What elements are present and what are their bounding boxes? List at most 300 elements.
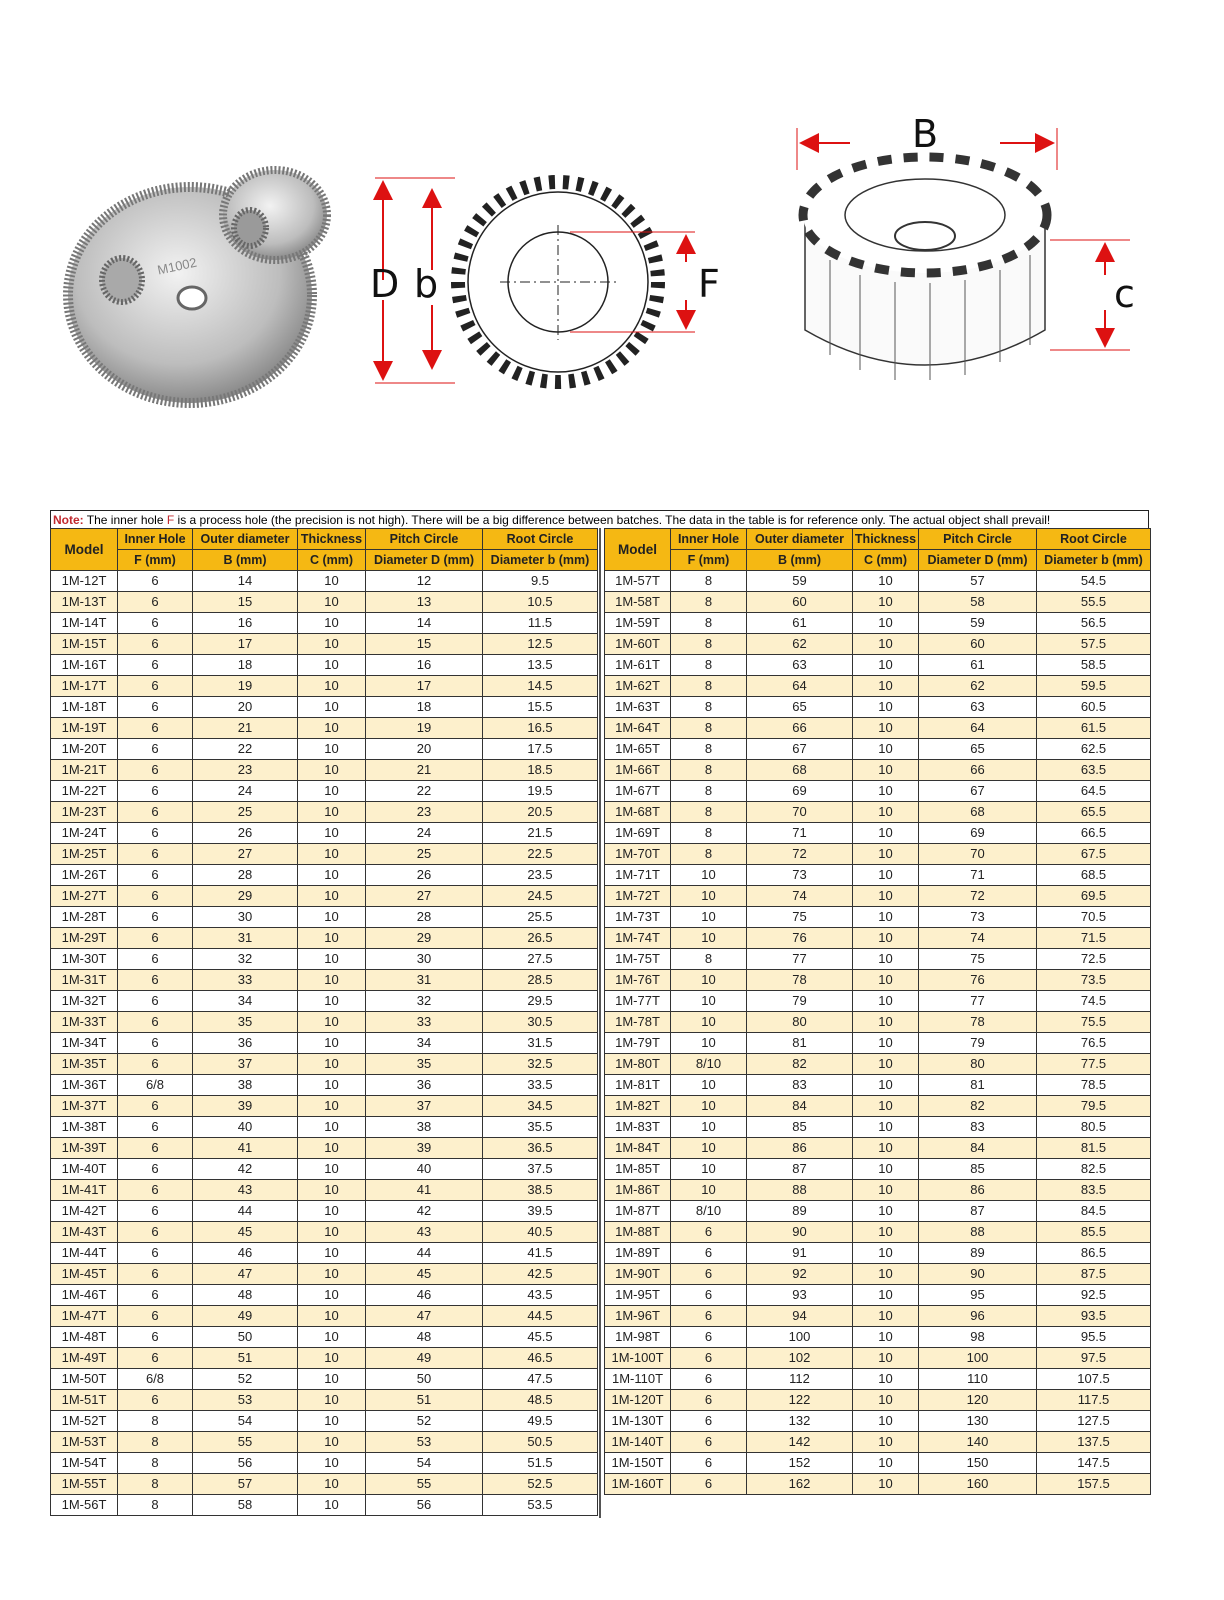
cell-model: 1M-26T (51, 865, 118, 886)
cell-thickness: 10 (853, 1264, 919, 1285)
cell-pitch-circle: 36 (366, 1075, 483, 1096)
table-row (51, 1285, 598, 1306)
cell-inner-hole: 6 (118, 1096, 193, 1117)
cell-model: 1M-72T (605, 886, 671, 907)
cell-outer-diameter: 42 (193, 1159, 298, 1180)
cell-model: 1M-81T (605, 1075, 671, 1096)
cell-thickness: 10 (853, 1369, 919, 1390)
cell-root-circle: 127.5 (1037, 1411, 1151, 1432)
cell-pitch-circle: 67 (919, 781, 1037, 802)
cell-outer-diameter: 18 (193, 655, 298, 676)
cell-root-circle: 45.5 (483, 1327, 598, 1348)
cell-thickness: 10 (298, 718, 366, 739)
cell-thickness: 10 (298, 1138, 366, 1159)
cell-inner-hole: 10 (671, 1138, 747, 1159)
cell-thickness: 10 (298, 1180, 366, 1201)
cell-root-circle: 32.5 (483, 1054, 598, 1075)
cell-thickness: 10 (298, 634, 366, 655)
cell-pitch-circle: 61 (919, 655, 1037, 676)
cell-inner-hole: 8/10 (671, 1054, 747, 1075)
header-thickness: Thickness (298, 529, 366, 550)
cell-model: 1M-66T (605, 760, 671, 781)
cell-outer-diameter: 37 (193, 1054, 298, 1075)
cell-root-circle: 49.5 (483, 1411, 598, 1432)
cell-thickness: 10 (298, 886, 366, 907)
cell-outer-diameter: 83 (747, 1075, 853, 1096)
cell-pitch-circle: 120 (919, 1390, 1037, 1411)
cell-model: 1M-96T (605, 1306, 671, 1327)
table-row (51, 1138, 598, 1159)
cell-thickness: 10 (298, 1096, 366, 1117)
cell-model: 1M-12T (51, 571, 118, 592)
cell-outer-diameter: 82 (747, 1054, 853, 1075)
cell-inner-hole: 6 (118, 949, 193, 970)
table-row (51, 1117, 598, 1138)
label-b-outer: B (912, 112, 939, 156)
cell-outer-diameter: 50 (193, 1327, 298, 1348)
table-row (605, 781, 1151, 802)
cell-inner-hole: 8 (671, 676, 747, 697)
gear-illustrations (0, 0, 1224, 500)
header-pitch: Pitch Circle (919, 529, 1037, 550)
cell-pitch-circle: 83 (919, 1117, 1037, 1138)
cell-model: 1M-25T (51, 844, 118, 865)
header-thickness-unit: C (mm) (853, 550, 919, 571)
cell-root-circle: 137.5 (1037, 1432, 1151, 1453)
table-row (51, 1411, 598, 1432)
cell-root-circle: 52.5 (483, 1474, 598, 1495)
cell-pitch-circle: 79 (919, 1033, 1037, 1054)
cell-root-circle: 60.5 (1037, 697, 1151, 718)
note-text-rest: is a process hole (the precision is not high). There will be a big difference between batches. The data in the table is for reference only. The actual object shall prevail! (174, 513, 1051, 527)
cell-pitch-circle: 98 (919, 1327, 1037, 1348)
table-row (605, 1054, 1151, 1075)
cell-model: 1M-79T (605, 1033, 671, 1054)
cell-root-circle: 58.5 (1037, 655, 1151, 676)
cell-inner-hole: 10 (671, 1033, 747, 1054)
cell-root-circle: 28.5 (483, 970, 598, 991)
cell-outer-diameter: 44 (193, 1201, 298, 1222)
table-row (605, 571, 1151, 592)
cell-thickness: 10 (853, 991, 919, 1012)
note-f: F (166, 513, 175, 527)
table-row (605, 928, 1151, 949)
cell-outer-diameter: 31 (193, 928, 298, 949)
cell-model: 1M-45T (51, 1264, 118, 1285)
cell-root-circle: 13.5 (483, 655, 598, 676)
cell-inner-hole: 10 (671, 970, 747, 991)
cell-root-circle: 29.5 (483, 991, 598, 1012)
cell-thickness: 10 (298, 697, 366, 718)
cell-pitch-circle: 64 (919, 718, 1037, 739)
cell-inner-hole: 6 (118, 592, 193, 613)
cell-outer-diameter: 65 (747, 697, 853, 718)
table-row (605, 1117, 1151, 1138)
cell-pitch-circle: 72 (919, 886, 1037, 907)
cell-inner-hole: 8 (671, 613, 747, 634)
cell-root-circle: 107.5 (1037, 1369, 1151, 1390)
cell-root-circle: 15.5 (483, 697, 598, 718)
cell-model: 1M-80T (605, 1054, 671, 1075)
cell-inner-hole: 8 (671, 592, 747, 613)
cell-pitch-circle: 41 (366, 1180, 483, 1201)
cell-pitch-circle: 34 (366, 1033, 483, 1054)
cell-thickness: 10 (853, 928, 919, 949)
cell-outer-diameter: 35 (193, 1012, 298, 1033)
cell-model: 1M-77T (605, 991, 671, 1012)
cell-thickness: 10 (298, 1222, 366, 1243)
cell-root-circle: 69.5 (1037, 886, 1151, 907)
table-row (605, 823, 1151, 844)
cell-thickness: 10 (298, 970, 366, 991)
table-row (605, 1411, 1151, 1432)
cell-thickness: 10 (298, 1285, 366, 1306)
cell-outer-diameter: 70 (747, 802, 853, 823)
cell-inner-hole: 6 (118, 1222, 193, 1243)
cell-pitch-circle: 110 (919, 1369, 1037, 1390)
cell-outer-diameter: 47 (193, 1264, 298, 1285)
cell-model: 1M-15T (51, 634, 118, 655)
cell-pitch-circle: 30 (366, 949, 483, 970)
cell-pitch-circle: 19 (366, 718, 483, 739)
cell-root-circle: 76.5 (1037, 1033, 1151, 1054)
cell-thickness: 10 (298, 928, 366, 949)
cell-root-circle: 22.5 (483, 844, 598, 865)
cell-inner-hole: 6 (118, 865, 193, 886)
table-row (51, 991, 598, 1012)
cell-model: 1M-39T (51, 1138, 118, 1159)
cell-model: 1M-74T (605, 928, 671, 949)
cell-thickness: 10 (853, 1411, 919, 1432)
cell-thickness: 10 (298, 1201, 366, 1222)
header-row-units (605, 550, 1151, 571)
cell-thickness: 10 (298, 1453, 366, 1474)
cell-inner-hole: 6 (671, 1453, 747, 1474)
table-row (605, 865, 1151, 886)
cell-inner-hole: 6 (118, 760, 193, 781)
cell-thickness: 10 (298, 823, 366, 844)
cell-thickness: 10 (853, 1159, 919, 1180)
cell-outer-diameter: 15 (193, 592, 298, 613)
cell-inner-hole: 6 (671, 1264, 747, 1285)
cell-inner-hole: 6 (671, 1411, 747, 1432)
cell-root-circle: 31.5 (483, 1033, 598, 1054)
cell-outer-diameter: 100 (747, 1327, 853, 1348)
table-row (51, 655, 598, 676)
cell-thickness: 10 (298, 1306, 366, 1327)
cell-root-circle: 95.5 (1037, 1327, 1151, 1348)
table-row (51, 1075, 598, 1096)
cell-thickness: 10 (853, 1096, 919, 1117)
cell-outer-diameter: 132 (747, 1411, 853, 1432)
cell-outer-diameter: 142 (747, 1432, 853, 1453)
cell-pitch-circle: 29 (366, 928, 483, 949)
cell-inner-hole: 6 (118, 781, 193, 802)
cell-inner-hole: 6 (118, 1243, 193, 1264)
spec-table-right (604, 528, 1151, 1495)
cell-root-circle: 65.5 (1037, 802, 1151, 823)
cell-inner-hole: 10 (671, 928, 747, 949)
cell-thickness: 10 (298, 1075, 366, 1096)
cell-thickness: 10 (298, 949, 366, 970)
cell-model: 1M-58T (605, 592, 671, 613)
cell-pitch-circle: 68 (919, 802, 1037, 823)
cell-thickness: 10 (853, 571, 919, 592)
cell-outer-diameter: 85 (747, 1117, 853, 1138)
cell-outer-diameter: 54 (193, 1411, 298, 1432)
table-row (605, 1474, 1151, 1495)
cell-root-circle: 147.5 (1037, 1453, 1151, 1474)
cell-thickness: 10 (853, 1138, 919, 1159)
cell-root-circle: 86.5 (1037, 1243, 1151, 1264)
gear-3d-diagram (797, 128, 1130, 380)
cell-root-circle: 84.5 (1037, 1201, 1151, 1222)
cell-pitch-circle: 86 (919, 1180, 1037, 1201)
cell-root-circle: 9.5 (483, 571, 598, 592)
cell-outer-diameter: 57 (193, 1474, 298, 1495)
cell-thickness: 10 (853, 781, 919, 802)
cell-thickness: 10 (298, 613, 366, 634)
cell-inner-hole: 6 (118, 1348, 193, 1369)
cell-outer-diameter: 27 (193, 844, 298, 865)
cell-inner-hole: 6 (118, 1117, 193, 1138)
cell-outer-diameter: 22 (193, 739, 298, 760)
cell-thickness: 10 (298, 1033, 366, 1054)
header-inner-hole-unit: F (mm) (671, 550, 747, 571)
cell-model: 1M-20T (51, 739, 118, 760)
cell-root-circle: 87.5 (1037, 1264, 1151, 1285)
cell-model: 1M-98T (605, 1327, 671, 1348)
cell-thickness: 10 (853, 1012, 919, 1033)
cell-outer-diameter: 67 (747, 739, 853, 760)
cell-thickness: 10 (298, 655, 366, 676)
cell-inner-hole: 6 (118, 1033, 193, 1054)
cell-inner-hole: 6 (671, 1285, 747, 1306)
cell-thickness: 10 (853, 760, 919, 781)
cell-outer-diameter: 75 (747, 907, 853, 928)
cell-model: 1M-70T (605, 844, 671, 865)
cell-model: 1M-24T (51, 823, 118, 844)
cell-thickness: 10 (298, 1327, 366, 1348)
table-row (605, 1096, 1151, 1117)
cell-inner-hole: 8 (671, 739, 747, 760)
cell-outer-diameter: 72 (747, 844, 853, 865)
cell-thickness: 10 (853, 865, 919, 886)
cell-pitch-circle: 20 (366, 739, 483, 760)
cell-root-circle: 40.5 (483, 1222, 598, 1243)
cell-pitch-circle: 15 (366, 634, 483, 655)
cell-outer-diameter: 112 (747, 1369, 853, 1390)
cell-pitch-circle: 48 (366, 1327, 483, 1348)
cell-root-circle: 54.5 (1037, 571, 1151, 592)
table-row (605, 907, 1151, 928)
cell-outer-diameter: 41 (193, 1138, 298, 1159)
table-row (51, 1096, 598, 1117)
table-row (605, 1159, 1151, 1180)
cell-inner-hole: 8 (118, 1411, 193, 1432)
table-row (51, 718, 598, 739)
cell-inner-hole: 10 (671, 1012, 747, 1033)
cell-pitch-circle: 84 (919, 1138, 1037, 1159)
cell-inner-hole: 10 (671, 886, 747, 907)
cell-model: 1M-49T (51, 1348, 118, 1369)
cell-thickness: 10 (853, 634, 919, 655)
cell-pitch-circle: 40 (366, 1159, 483, 1180)
cell-model: 1M-51T (51, 1390, 118, 1411)
cell-root-circle: 35.5 (483, 1117, 598, 1138)
cell-pitch-circle: 77 (919, 991, 1037, 1012)
header-outer-diameter: Outer diameter (747, 529, 853, 550)
cell-inner-hole: 6 (118, 844, 193, 865)
cell-model: 1M-86T (605, 1180, 671, 1201)
cell-pitch-circle: 49 (366, 1348, 483, 1369)
cell-root-circle: 41.5 (483, 1243, 598, 1264)
cell-thickness: 10 (298, 907, 366, 928)
cell-outer-diameter: 81 (747, 1033, 853, 1054)
cell-pitch-circle: 16 (366, 655, 483, 676)
cell-inner-hole: 6 (671, 1306, 747, 1327)
cell-outer-diameter: 79 (747, 991, 853, 1012)
cell-pitch-circle: 80 (919, 1054, 1037, 1075)
cell-inner-hole: 8 (671, 655, 747, 676)
cell-model: 1M-16T (51, 655, 118, 676)
cell-inner-hole: 8 (671, 781, 747, 802)
cell-root-circle: 92.5 (1037, 1285, 1151, 1306)
cell-model: 1M-85T (605, 1159, 671, 1180)
table-row (51, 1390, 598, 1411)
cell-pitch-circle: 96 (919, 1306, 1037, 1327)
cell-root-circle: 27.5 (483, 949, 598, 970)
cell-root-circle: 24.5 (483, 886, 598, 907)
table-row (51, 697, 598, 718)
cell-inner-hole: 6 (118, 970, 193, 991)
cell-inner-hole: 8 (118, 1474, 193, 1495)
cell-inner-hole: 8 (671, 634, 747, 655)
cell-root-circle: 85.5 (1037, 1222, 1151, 1243)
header-inner-hole-unit: F (mm) (118, 550, 193, 571)
cell-outer-diameter: 162 (747, 1474, 853, 1495)
cell-model: 1M-35T (51, 1054, 118, 1075)
table-row (51, 1201, 598, 1222)
cell-outer-diameter: 56 (193, 1453, 298, 1474)
note-text: The inner hole (83, 513, 167, 527)
cell-inner-hole: 8 (671, 844, 747, 865)
cell-inner-hole: 6 (671, 1348, 747, 1369)
cell-model: 1M-90T (605, 1264, 671, 1285)
gear-marking: M1002 (156, 254, 199, 278)
table-row (605, 697, 1151, 718)
cell-inner-hole: 8 (671, 571, 747, 592)
cell-model: 1M-46T (51, 1285, 118, 1306)
table-row (605, 1201, 1151, 1222)
cell-outer-diameter: 29 (193, 886, 298, 907)
cell-pitch-circle: 18 (366, 697, 483, 718)
cell-pitch-circle: 150 (919, 1453, 1037, 1474)
cell-thickness: 10 (853, 1117, 919, 1138)
cell-model: 1M-32T (51, 991, 118, 1012)
cell-thickness: 10 (298, 865, 366, 886)
cell-outer-diameter: 45 (193, 1222, 298, 1243)
cell-pitch-circle: 27 (366, 886, 483, 907)
table-row (51, 1327, 598, 1348)
cell-model: 1M-36T (51, 1075, 118, 1096)
table-row (605, 886, 1151, 907)
cell-thickness: 10 (853, 844, 919, 865)
cell-thickness: 10 (853, 1327, 919, 1348)
cell-outer-diameter: 60 (747, 592, 853, 613)
cell-outer-diameter: 91 (747, 1243, 853, 1264)
cell-outer-diameter: 66 (747, 718, 853, 739)
cell-thickness: 10 (853, 886, 919, 907)
cell-inner-hole: 8 (671, 718, 747, 739)
cell-pitch-circle: 90 (919, 1264, 1037, 1285)
cell-model: 1M-53T (51, 1432, 118, 1453)
table-row (605, 1075, 1151, 1096)
table-row (51, 1369, 598, 1390)
cell-pitch-circle: 42 (366, 1201, 483, 1222)
cell-inner-hole: 6 (118, 991, 193, 1012)
cell-pitch-circle: 59 (919, 613, 1037, 634)
table-row (605, 1369, 1151, 1390)
cell-thickness: 10 (853, 1033, 919, 1054)
header-inner-hole: Inner Hole (118, 529, 193, 550)
table-row (51, 571, 598, 592)
cell-inner-hole: 6 (118, 634, 193, 655)
cell-thickness: 10 (298, 1264, 366, 1285)
cell-inner-hole: 8 (118, 1453, 193, 1474)
cell-outer-diameter: 61 (747, 613, 853, 634)
header-row (51, 529, 598, 550)
cell-model: 1M-89T (605, 1243, 671, 1264)
cell-inner-hole: 6/8 (118, 1369, 193, 1390)
header-thickness-unit: C (mm) (298, 550, 366, 571)
cell-outer-diameter: 76 (747, 928, 853, 949)
table-row (51, 1348, 598, 1369)
cell-model: 1M-31T (51, 970, 118, 991)
table-row (51, 760, 598, 781)
cell-thickness: 10 (853, 1474, 919, 1495)
cell-thickness: 10 (853, 1306, 919, 1327)
cell-thickness: 10 (853, 739, 919, 760)
table-row (605, 676, 1151, 697)
cell-pitch-circle: 56 (366, 1495, 483, 1516)
cell-root-circle: 61.5 (1037, 718, 1151, 739)
cell-root-circle: 26.5 (483, 928, 598, 949)
cell-root-circle: 67.5 (1037, 844, 1151, 865)
cell-root-circle: 80.5 (1037, 1117, 1151, 1138)
cell-inner-hole: 10 (671, 1180, 747, 1201)
cell-thickness: 10 (853, 907, 919, 928)
cell-inner-hole: 6 (671, 1369, 747, 1390)
cell-root-circle: 17.5 (483, 739, 598, 760)
cell-inner-hole: 6 (118, 1159, 193, 1180)
cell-outer-diameter: 88 (747, 1180, 853, 1201)
cell-thickness: 10 (298, 781, 366, 802)
cell-model: 1M-63T (605, 697, 671, 718)
cell-thickness: 10 (298, 1054, 366, 1075)
cell-pitch-circle: 43 (366, 1222, 483, 1243)
cell-outer-diameter: 92 (747, 1264, 853, 1285)
table-row (605, 1432, 1151, 1453)
table-row (51, 1222, 598, 1243)
cell-model: 1M-75T (605, 949, 671, 970)
cell-outer-diameter: 23 (193, 760, 298, 781)
cell-thickness: 10 (298, 1159, 366, 1180)
cell-model: 1M-65T (605, 739, 671, 760)
cell-inner-hole: 6 (118, 886, 193, 907)
cell-model: 1M-140T (605, 1432, 671, 1453)
cell-pitch-circle: 35 (366, 1054, 483, 1075)
